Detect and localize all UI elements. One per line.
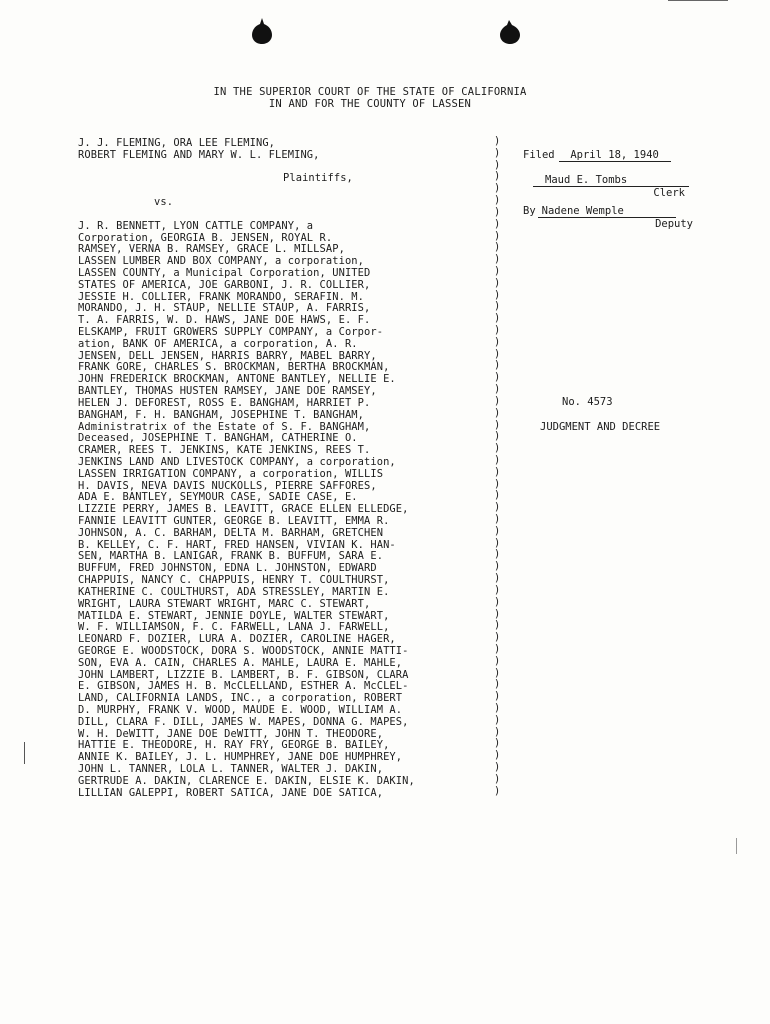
caption-bracket: ) (494, 690, 501, 703)
court-header-line-2: IN AND FOR THE COUNTY OF LASSEN (268, 98, 472, 110)
defendant-line: LAND, CALIFORNIA LANDS, INC., a corporation, ROBERT (78, 692, 403, 705)
caption-bracket: ) (494, 678, 501, 691)
deputy-name: Nadene Wemple (538, 205, 676, 218)
case-caption-parties (78, 138, 483, 800)
caption-bracket: ) (494, 761, 501, 774)
by-label: By (523, 205, 536, 217)
caption-bracket: ) (494, 264, 501, 277)
filed-row (523, 149, 693, 162)
defendant-line: JOHN FREDERICK BROCKMAN, ANTONE BANTLEY, NELLIE E. (78, 373, 396, 386)
caption-bracket: ) (494, 560, 501, 573)
versus-label: vs. (154, 196, 174, 209)
deputy-title: Deputy (655, 218, 693, 230)
defendant-line: Corporation, GEORGIA B. JENSEN, ROYAL R. (78, 231, 333, 244)
court-header (120, 86, 620, 110)
defendant-names (78, 221, 483, 800)
caption-bracket: ) (494, 749, 501, 762)
caption-bracket: ) (494, 442, 501, 455)
defendant-line: J. R. BENNETT, LYON CATTLE COMPANY, a (78, 219, 314, 232)
defendant-line: ANNIE K. BAILEY, J. L. HUMPHREY, JANE DOE HUMPHREY, (78, 751, 403, 764)
defendant-line: Deceased, JOSEPHINE T. BANGHAM, CATHERINE O. (78, 432, 358, 445)
defendant-line: H. DAVIS, NEVA DAVIS NUCKOLLS, PIERRE SAFFORES, (78, 479, 377, 492)
caption-bracket: ) (494, 253, 501, 266)
caption-bracket: ) (494, 453, 501, 466)
defendant-line: JESSIE H. COLLIER, FRANK MORANDO, SERAFIN. M. (78, 290, 365, 303)
caption-bracket: ) (494, 170, 501, 183)
caption-bracket: ) (494, 477, 501, 490)
defendant-line: MATILDA E. STEWART, JENNIE DOYLE, WALTER STEWART, (78, 609, 390, 622)
filed-label: Filed (523, 149, 555, 161)
caption-bracket: ) (494, 146, 501, 159)
defendant-line: BUFFUM, FRED JOHNSTON, EDNA L. JOHNSTON, EDWARD (78, 562, 377, 575)
defendant-line: GEORGE E. WOODSTOCK, DORA S. WOODSTOCK, ANNIE MATTI- (78, 644, 409, 657)
defendant-line: T. A. FARRIS, W. D. HAWS, JANE DOE HAWS, E. F. (78, 314, 371, 327)
caption-bracket: ) (494, 654, 501, 667)
caption-bracket: ) (494, 536, 501, 549)
defendant-line: JENKINS LAND AND LIVESTOCK COMPANY, a corporation, (78, 455, 396, 468)
caption-bracket: ) (494, 158, 501, 171)
caption-bracket: ) (494, 229, 501, 242)
caption-bracket: ) (494, 465, 501, 478)
caption-bracket: ) (494, 217, 501, 230)
defendant-line: FRANK GORE, CHARLES S. BROCKMAN, BERTHA BROCKMAN, (78, 361, 390, 374)
defendant-line: JOHN LAMBERT, LIZZIE B. LAMBERT, B. F. GIBSON, CLARA (78, 668, 409, 681)
caption-bracket: ) (494, 572, 501, 585)
caption-bracket: ) (494, 288, 501, 301)
defendant-line: LASSEN LUMBER AND BOX COMPANY, a corporation, (78, 255, 365, 268)
caption-bracket: ) (494, 312, 501, 325)
defendant-line: MORANDO, J. H. STAUP, NELLIE STAUP, A. FARRIS, (78, 302, 371, 315)
caption-bracket: ) (494, 666, 501, 679)
binder-punch-hole-left (252, 18, 272, 44)
defendant-line: DILL, CLARA F. DILL, JAMES W. MAPES, DONNA G. MAPES, (78, 715, 409, 728)
defendant-line: BANGHAM, F. H. BANGHAM, JOSEPHINE T. BANGHAM, (78, 408, 365, 421)
caption-bracket: ) (494, 702, 501, 714)
defendant-line: GERTRUDE A. DAKIN, CLARENCE E. DAKIN, ELSIE K. DAKIN, (78, 774, 415, 787)
caption-bracket: ) (494, 430, 501, 443)
defendant-line: B. KELLEY, C. F. HART, FRED HANSEN, VIVIAN K. HAN- (78, 538, 396, 551)
defendant-line: WRIGHT, LAURA STEWART WRIGHT, MARC C. STEWART, (78, 597, 371, 610)
caption-bracket: ) (494, 513, 501, 525)
caption-bracket: ) (494, 548, 501, 561)
caption-bracket: ) (494, 347, 501, 360)
caption-bracket: ) (494, 182, 501, 195)
caption-bracket: ) (494, 359, 501, 372)
defendant-line: SON, EVA A. CAIN, CHARLES A. MAHLE, LAURA E. MAHLE, (78, 656, 403, 669)
caption-bracket: ) (494, 713, 501, 726)
defendant-line: ELSKAMP, FRUIT GROWERS SUPPLY COMPANY, a Corpor- (78, 326, 384, 338)
caption-bracket: ) (494, 737, 501, 750)
defendant-line: JOHN L. TANNER, LOLA L. TANNER, WALTER J. DAKIN, (78, 763, 384, 776)
caption-bracket: ) (494, 394, 501, 407)
defendant-line: KATHERINE C. COULTHURST, ADA STRESSLEY, MARTIN E. (78, 585, 390, 598)
caption-bracket: ) (494, 784, 501, 797)
caption-bracket-column (494, 136, 502, 798)
caption-bracket: ) (494, 772, 501, 785)
caption-bracket: ) (494, 324, 501, 336)
defendant-line: LASSEN IRRIGATION COMPANY, a corporation, WILLIS (78, 467, 384, 480)
defendant-line: Administratrix of the Estate of S. F. BANGHAM, (78, 420, 371, 433)
defendant-line: CHAPPUIS, NANCY C. CHAPPUIS, HENRY T. COULTHURST, (78, 574, 390, 587)
defendant-line: JENSEN, DELL JENSEN, HARRIS BARRY, MABEL BARRY, (78, 349, 377, 362)
caption-bracket: ) (494, 619, 501, 632)
clerk-name: Maud E. Tombs (533, 174, 689, 187)
caption-bracket: ) (494, 371, 501, 384)
caption-bracket: ) (494, 524, 501, 537)
filed-date: April 18, 1940 (559, 149, 671, 162)
defendant-line: STATES OF AMERICA, JOE GARBONI, J. R. COLLIER, (78, 278, 371, 291)
plaintiff-names-line-1: J. J. FLEMING, ORA LEE FLEMING, (78, 137, 276, 149)
caption-bracket: ) (494, 489, 501, 502)
defendant-line: W. F. WILLIAMSON, F. C. FARWELL, LANA J. FARWELL, (78, 621, 390, 634)
caption-bracket: ) (494, 631, 501, 644)
defendant-line: LILLIAN GALEPPI, ROBERT SATICA, JANE DOE SATICA, (78, 786, 384, 799)
defendant-line: LEONARD F. DOZIER, LURA A. DOZIER, CAROLINE HAGER, (78, 633, 396, 646)
defendant-line: SEN, MARTHA B. LANIGAR, FRANK B. BUFFUM, SARA E. (78, 550, 384, 563)
defendant-line: D. MURPHY, FRANK V. WOOD, MAUDE E. WOOD, WILLIAM A. (78, 704, 403, 716)
caption-bracket: ) (494, 241, 501, 254)
case-number: No. 4573 (562, 396, 613, 408)
scan-artifact (668, 0, 728, 1)
plaintiffs-label: Plaintiffs, (283, 172, 353, 185)
defendant-line: CRAMER, REES T. JENKINS, KATE JENKINS, REES T. (78, 444, 371, 457)
defendant-line: RAMSEY, VERNA B. RAMSEY, GRACE L. MILLSAP, (78, 243, 345, 256)
defendant-line: E. GIBSON, JAMES H. B. McCLELLAND, ESTHER A. McCLEL- (78, 680, 409, 693)
caption-bracket: ) (494, 276, 501, 289)
caption-bracket: ) (494, 383, 501, 396)
caption-bracket: ) (494, 406, 501, 419)
deputy-row (523, 205, 693, 218)
defendant-line: W. H. DeWITT, JANE DOE DeWITT, JOHN T. THEODORE, (78, 727, 384, 740)
caption-bracket: ) (494, 300, 501, 313)
defendant-line: ation, BANK OF AMERICA, a corporation, A. R. (78, 337, 358, 350)
court-header-line-1: IN THE SUPERIOR COURT OF THE STATE OF CALIFORNIA (213, 86, 527, 98)
defendant-line: LIZZIE PERRY, JAMES B. LEAVITT, GRACE ELLEN ELLEDGE, (78, 503, 409, 516)
caption-bracket: ) (494, 607, 501, 620)
caption-bracket: ) (494, 595, 501, 608)
caption-bracket: ) (494, 335, 501, 348)
caption-bracket: ) (494, 135, 501, 147)
caption-bracket: ) (494, 501, 501, 514)
clerk-title: Clerk (653, 187, 685, 199)
caption-bracket: ) (494, 642, 501, 655)
caption-bracket: ) (494, 194, 501, 207)
plaintiff-names-line-2: ROBERT FLEMING AND MARY W. L. FLEMING, (78, 148, 320, 161)
binder-punch-hole-right (500, 18, 520, 44)
caption-bracket: ) (494, 725, 501, 738)
margin-mark (736, 838, 737, 854)
defendant-line: BANTLEY, THOMAS HUSTEN RAMSEY, JANE DOE RAMSEY, (78, 385, 377, 398)
document-title: JUDGMENT AND DECREE (540, 421, 661, 433)
margin-mark (24, 742, 25, 764)
defendant-line: JOHNSON, A. C. BARHAM, DELTA M. BARHAM, GRETCHEN (78, 526, 384, 539)
defendant-line: LASSEN COUNTY, a Municipal Corporation, UNITED (78, 266, 371, 279)
caption-bracket: ) (494, 583, 501, 596)
filing-stamp (523, 149, 693, 230)
caption-bracket: ) (494, 418, 501, 431)
defendant-line: FANNIE LEAVITT GUNTER, GEORGE B. LEAVITT, EMMA R. (78, 515, 390, 527)
defendant-line: ADA E. BANTLEY, SEYMOUR CASE, SADIE CASE, E. (78, 491, 358, 504)
defendant-line: HELEN J. DEFOREST, ROSS E. BANGHAM, HARRIET P. (78, 396, 371, 409)
caption-bracket: ) (494, 205, 501, 218)
defendant-line: HATTIE E. THEODORE, H. RAY FRY, GEORGE B. BAILEY, (78, 739, 390, 752)
